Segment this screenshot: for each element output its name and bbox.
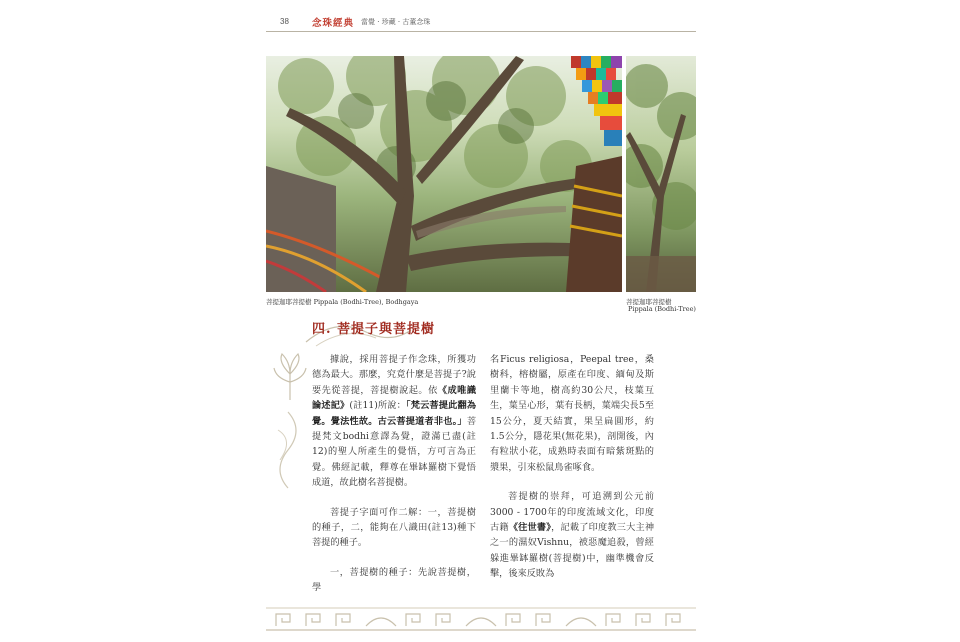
page-number: 38 [280,17,289,26]
border-pattern-icon [266,604,696,634]
right-paragraph-2 [490,489,654,581]
left-paragraph-2: 菩提子字面可作二解：一，菩提樹的種子，二，能夠在八識田(註13)種下菩提的種子。 [312,506,476,549]
paragraph-text: 據說，採用菩提子作念珠，所獲功德為最大。那麼，究竟什麼是菩提子?說要先從菩提，菩提樹說起。依 [312,354,476,396]
flower-ornament-icon [272,352,308,406]
side-photo-caption-line1: 菩提迦耶菩提樹 [626,298,672,306]
book-reference: 《成唯識論述記》 [312,384,477,412]
bodhi-tree-photo [266,56,622,292]
header-divider [266,31,696,32]
paragraph-text: ，記載了印度教三大主神之一的濕奴Vishnu，被惡魔追殺，曾經躲進畢缽羅樹(菩提樹)中，幽準機會反擊，後來反敗為 [490,522,655,580]
left-text-column [312,352,476,610]
paragraph-text: 菩提樹的崇拜，可追溯到公元前3000 - 1700年的印度流域文化，印度古籍 [490,491,654,534]
book-title: 念珠經典 [312,18,355,29]
right-paragraph-1: 名Ficus religiosa，Peepal tree，桑樹科，榕樹屬，原產在印度、緬甸及斯里蘭卡等地，樹高約30公尺，枝葉互生，葉呈心形，葉有長柄，葉端尖長5至15公分，夏天結實，果呈扁圓形，約1.5公分，隱花果(無花果)，剖開後，內有粒狀小花，成熟時表面有暗紫斑點的漿果，引來松鼠鳥雀啄食。 [490,354,654,473]
side-photo-caption-line2: Pippala (Bodhi-Tree) [628,305,696,313]
left-paragraph-3: 一，菩提樹的種子：先說菩提樹，學 [312,566,476,594]
swirl-ornament-icon [268,410,308,494]
book-reference: 《往世書》 [508,522,552,534]
left-paragraph-1 [312,352,476,491]
paragraph-text: (註11)所說： [349,400,406,412]
bodhi-tree-side-photo [626,56,696,292]
book-subtitle: 當覺 · 珍藏 · 古董念珠 [361,18,431,26]
quotation: 「梵云菩提此翻為覺。覺法性故。古云菩提道者非也。」 [312,400,477,427]
main-photo-caption: 菩提迦耶菩提樹 Pippala (Bodhi-Tree), Bodhgaya [266,298,419,306]
page-header [266,14,696,32]
section-title: 四. 菩提子與菩提樹 [312,322,436,337]
paragraph-text: 菩提梵文bodhi意譯為覺，證滿已盡(註12)的聖人所產生的覺悟，方可言為正覺。佛經記載，釋尊在畢缽羅樹下覺悟成道，故此樹名菩提樹。 [312,415,476,489]
right-text-column [490,352,654,596]
